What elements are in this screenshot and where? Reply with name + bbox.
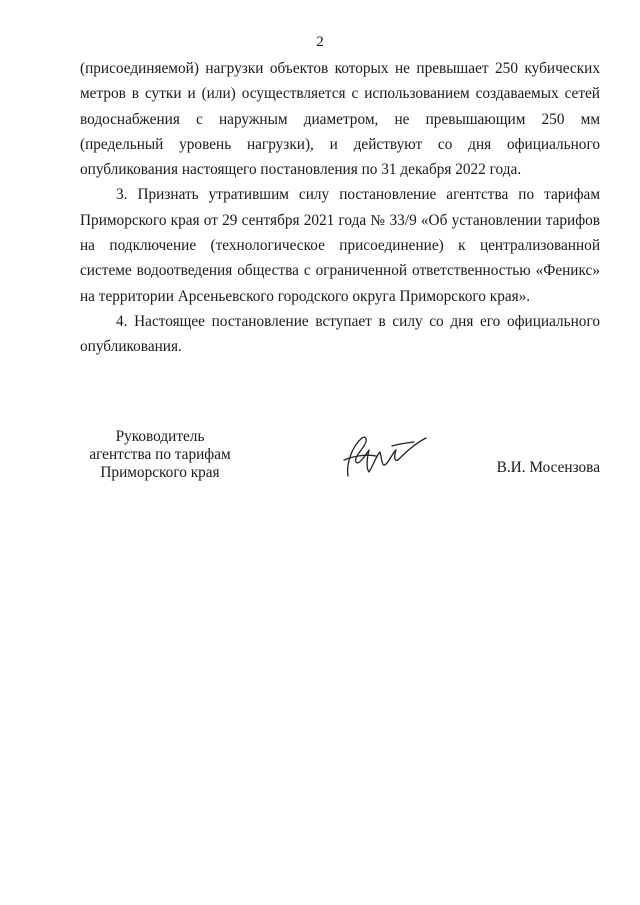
handwritten-signature (336, 424, 428, 484)
paragraph-continuation: (присоединяемой) нагрузки объектов которых не превышает 250 кубических метров в сутки и (или) осуществляется с использованием создаваемых сетей водоснабжения с наружным диаметром, не превышающим 250 мм (предельный уровень нагрузки), и действуют со дня официального опубликования настоящего постановления по 31 декабря 2022 года. (80, 60, 600, 179)
position-line-3: Приморского края (100, 464, 220, 481)
paragraph-item-4: 4. Настоящее постановление вступает в силу со дня его официального опубликования. (80, 312, 600, 356)
document-body (80, 56, 600, 360)
signer-name: В.И. Мосензова (496, 459, 600, 476)
paragraph-item-3: 3. Признать утратившим силу постановление агентства по тарифам Приморского края от 29 сентября 2021 года № 33/9 «Об установлении тарифов на подключение (технологическое присоединение) к централизованной системе водоотведения общества с ограниченной ответственностью «Феникс» на территории Арсеньевского городского округа Приморского края». (80, 186, 600, 305)
page-number: 2 (316, 34, 324, 50)
position-line-1: Руководитель (115, 428, 205, 445)
position-line-2: агентства по тарифам (89, 446, 231, 463)
signatory-position (80, 428, 240, 482)
